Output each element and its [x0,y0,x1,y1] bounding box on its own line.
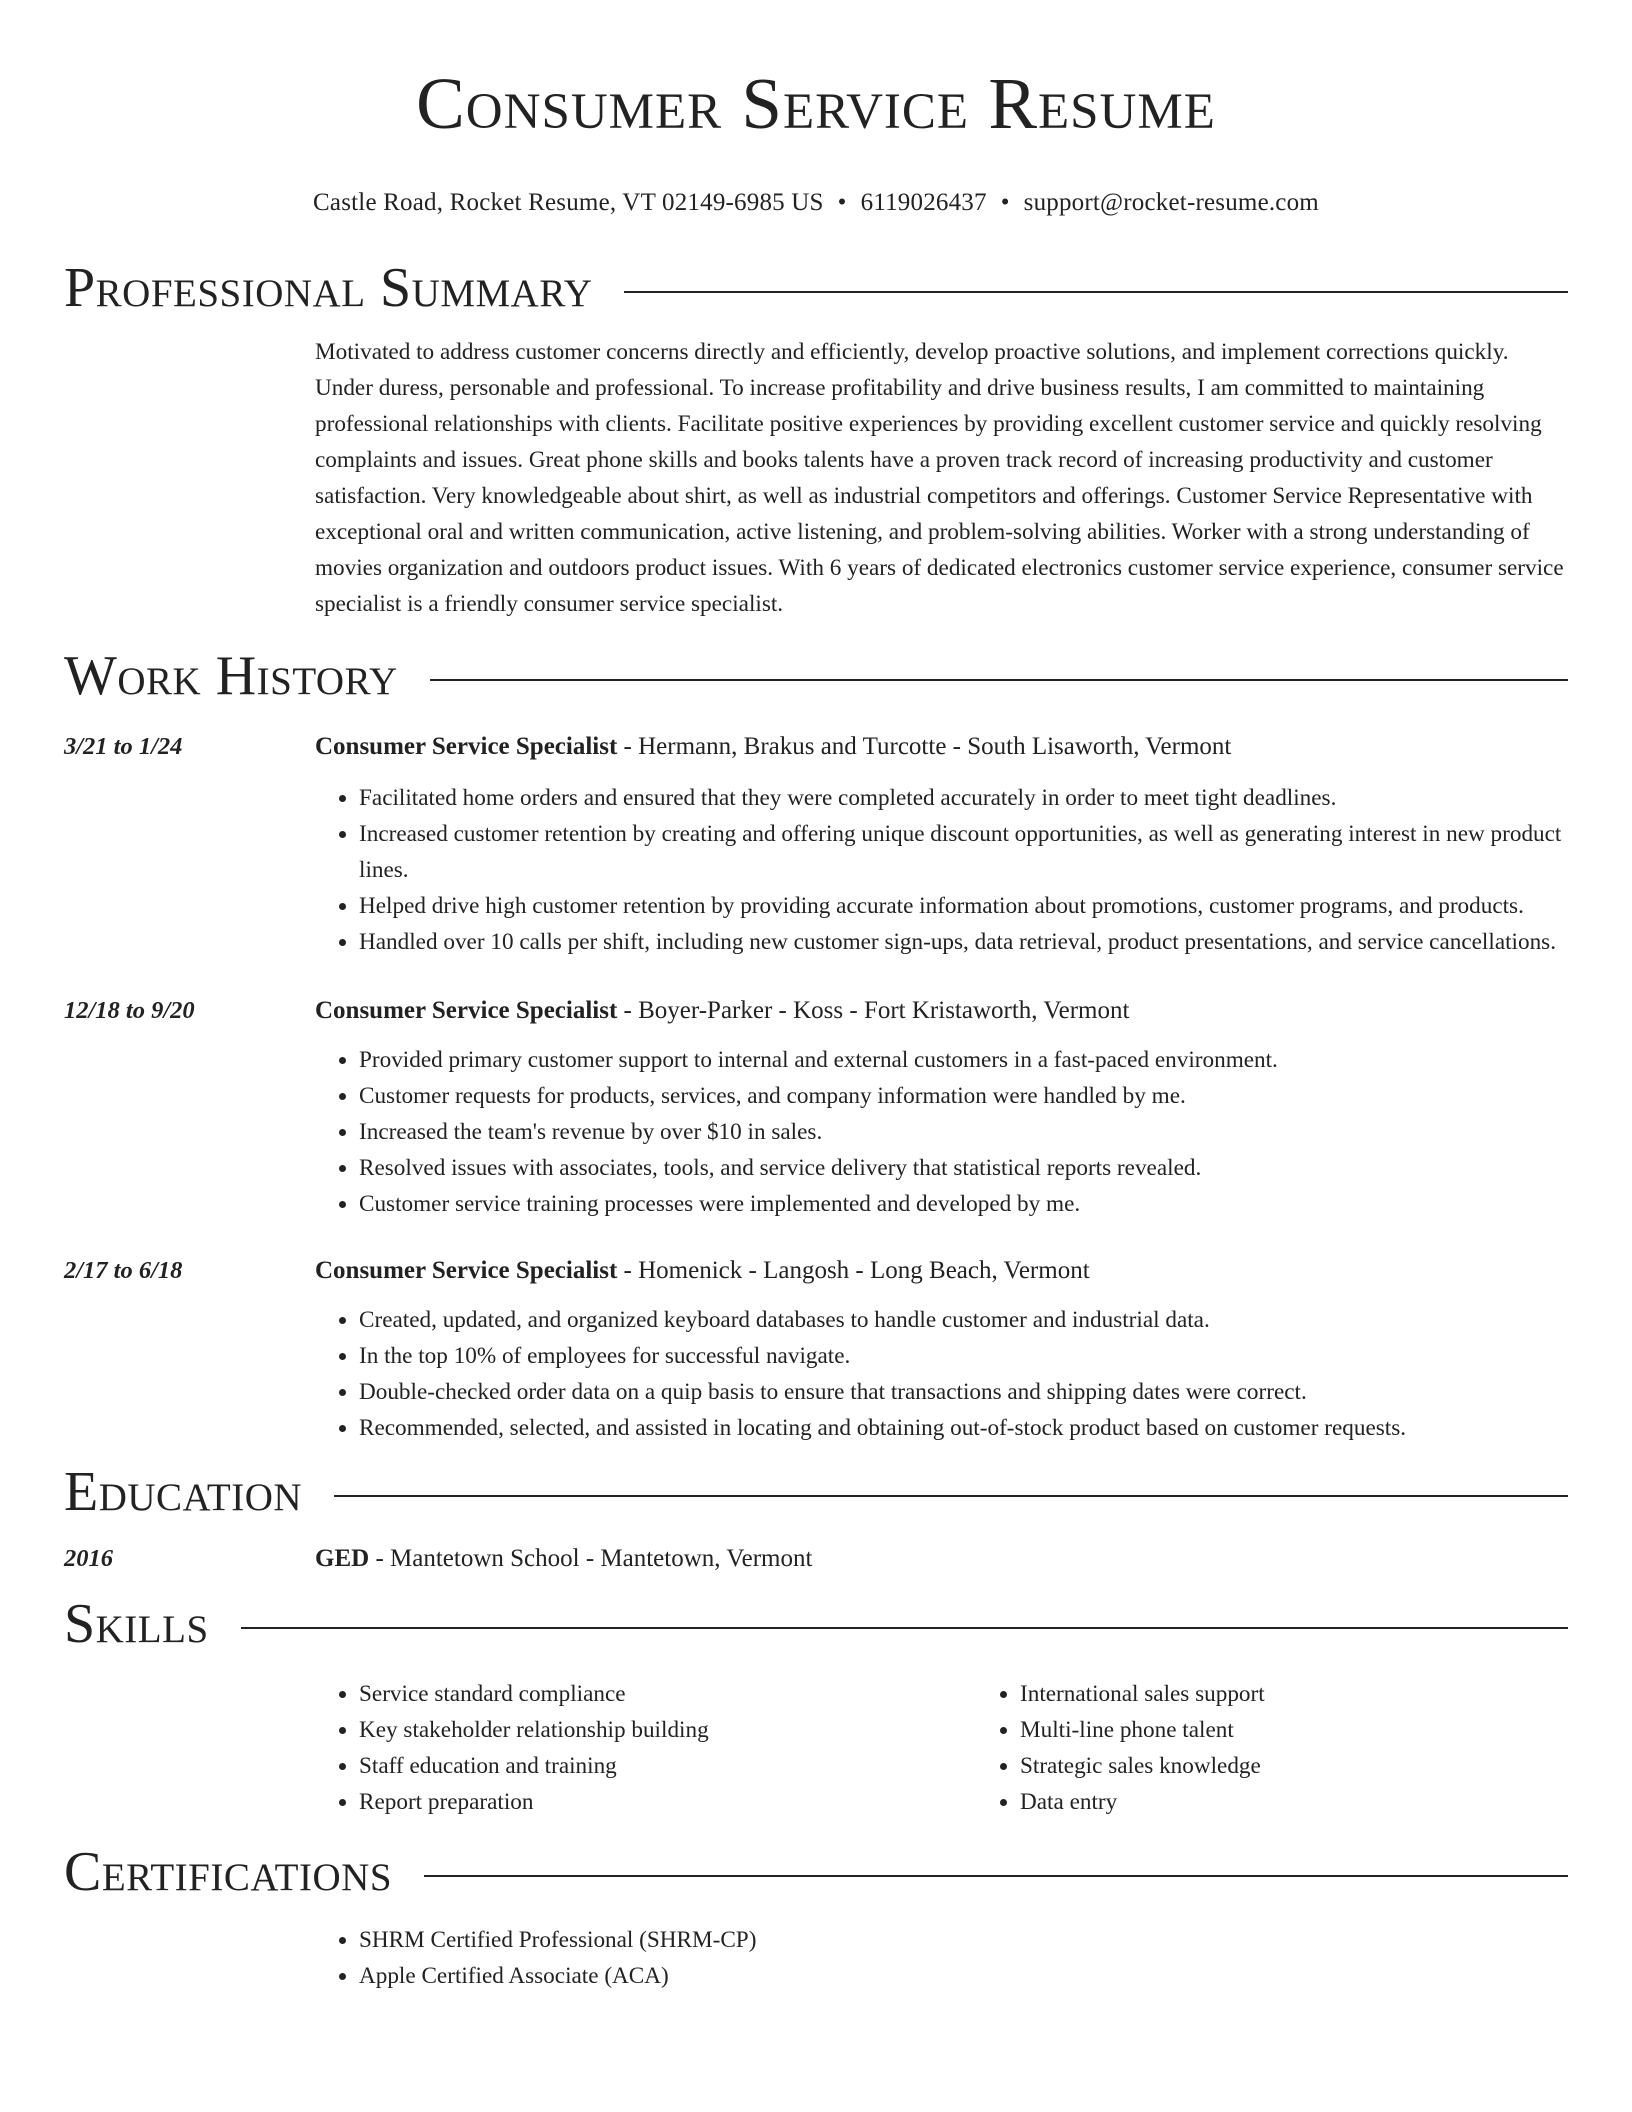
list-item: • Recommended, selected, and assisted in locating and obtaining out-of-stock product based on customer requests. [359,1410,1568,1446]
contact-phone: 6119026437 [860,189,987,216]
skills-heading-text: Skills [64,1593,209,1655]
work-heading-text: Work History [64,645,398,707]
skill-item: • International sales support [1020,1676,1632,1712]
skill-item: • Key stakeholder relationship building [359,1712,976,1748]
list-item: • Resolved issues with associates, tools, and service delivery that statistical reports revealed. [359,1150,1568,1186]
skills-left-spacer [64,1676,315,1820]
list-item: • Created, updated, and organized keyboard databases to handle customer and industrial data. [359,1302,1568,1338]
section-divider [430,679,1568,681]
skills-list-right [976,1676,1632,1820]
list-item: • Facilitated home orders and ensured that they were completed accurately in order to meet tight deadlines. [359,780,1568,816]
skill-item: • Report preparation [359,1784,976,1820]
job-entry [64,730,1568,960]
summary-heading-text: Professional Summary [64,257,593,319]
list-item: • Customer service training processes were implemented and developed by me. [359,1186,1568,1222]
job-dates: 12/18 to 9/20 [64,997,195,1024]
skill-item: • Data entry [1020,1784,1632,1820]
education-heading-text: Education [64,1461,303,1523]
list-item: • Customer requests for products, services, and company information were handled by me. [359,1078,1568,1114]
job-role: Consumer Service Specialist [315,733,618,760]
list-item: • Increased the team's revenue by over $10 in sales. [359,1114,1568,1150]
certifications-row [64,1922,1568,1994]
education-line [315,1542,1568,1576]
certification-item: • SHRM Certified Professional (SHRM-CP) [359,1922,1568,1958]
job-dates: 3/21 to 1/24 [64,733,183,760]
education-year: 2016 [64,1545,113,1572]
work-heading [64,644,1568,708]
skills-columns [315,1676,1632,1820]
education-details: - Mantetown School - Mantetown, Vermont [369,1545,813,1572]
contact-separator: • [837,189,847,216]
contact-line [64,188,1568,218]
job-bullets [315,780,1568,960]
certifications-left-spacer [64,1922,315,1994]
list-item: • Increased customer retention by creating and offering unique discount opportunities, as well as generating interest in new product lines. [359,816,1568,888]
education-body [315,1542,1568,1576]
job-details: - Boyer-Parker - Koss - Fort Kristaworth, Vermont [617,997,1130,1024]
summary-text: Motivated to address customer concerns directly and efficiently, develop proactive solutions, and implement corrections quickly. Under duress, personable and professional. To increase profitability and drive business results, I am committed to maintaining professional relationships with clients. Facilitate positive experiences by providing excellent customer service and quickly resolving complaints and issues. Great phone skills and books talents have a proven track record of increasing productivity and customer satisfaction. Very knowledgeable about shirt, as well as industrial competitors and offerings. Customer Service Representative with exceptional oral and written communication, active listening, and problem-solving abilities. Worker with a strong understanding of movies organization and outdoors product issues. With 6 years of dedicated electronics customer service experience, consumer service specialist is a friendly consumer service specialist. [315,339,1564,617]
summary-left-spacer [64,334,315,622]
contact-address: Castle Road, Rocket Resume, VT 02149-6985 US [313,189,824,216]
job-body [315,730,1568,960]
job-body [315,994,1568,1222]
education-degree: GED [315,1545,370,1572]
skills-list-left [315,1676,976,1820]
skill-item: • Strategic sales knowledge [1020,1748,1632,1784]
job-title-line [315,994,1568,1028]
certifications-body [315,1922,1568,1994]
resume-title: Consumer Service Resume [416,63,1216,144]
job-title-line [315,1254,1568,1288]
list-item: • In the top 10% of employees for successful navigate. [359,1338,1568,1374]
section-divider [334,1495,1568,1497]
section-divider [624,291,1568,293]
job-details: - Homenick - Langosh - Long Beach, Vermont [617,1257,1090,1284]
certifications-heading [64,1840,1568,1904]
skills-heading [64,1592,1568,1656]
section-divider [424,1875,1568,1877]
job-dates: 2/17 to 6/18 [64,1257,183,1284]
certifications-list [315,1922,1568,1994]
job-bullets [315,1302,1568,1446]
contact-email: support@rocket-resume.com [1023,189,1319,216]
list-item: • Double-checked order data on a quip basis to ensure that transactions and shipping dates were correct. [359,1374,1568,1410]
list-item: • Provided primary customer support to internal and external customers in a fast-paced environment. [359,1042,1568,1078]
summary-heading [64,256,1568,320]
contact-separator: • [1000,189,1010,216]
education-entry [64,1542,1568,1576]
certification-item: • Apple Certified Associate (ACA) [359,1958,1568,1994]
list-item: • Handled over 10 calls per shift, including new customer sign-ups, data retrieval, product presentations, and service cancellations. [359,924,1568,960]
skill-item: • Staff education and training [359,1748,976,1784]
job-bullets [315,1042,1568,1222]
skills-row [64,1676,1568,1820]
summary-body [315,334,1568,622]
certifications-heading-text: Certifications [64,1841,393,1903]
skill-item: • Service standard compliance [359,1676,976,1712]
list-item: • Helped drive high customer retention by providing accurate information about promotions, customer programs, and products. [359,888,1568,924]
job-details: - Hermann, Brakus and Turcotte - South Lisaworth, Vermont [617,733,1232,760]
education-heading [64,1460,1568,1524]
job-body [315,1254,1568,1446]
skill-item: • Multi-line phone talent [1020,1712,1632,1748]
job-entry [64,1254,1568,1446]
job-title-line [315,730,1568,764]
job-role: Consumer Service Specialist [315,997,618,1024]
job-entry [64,994,1568,1222]
section-divider [241,1627,1568,1629]
summary-row [64,334,1568,622]
job-role: Consumer Service Specialist [315,1257,618,1284]
